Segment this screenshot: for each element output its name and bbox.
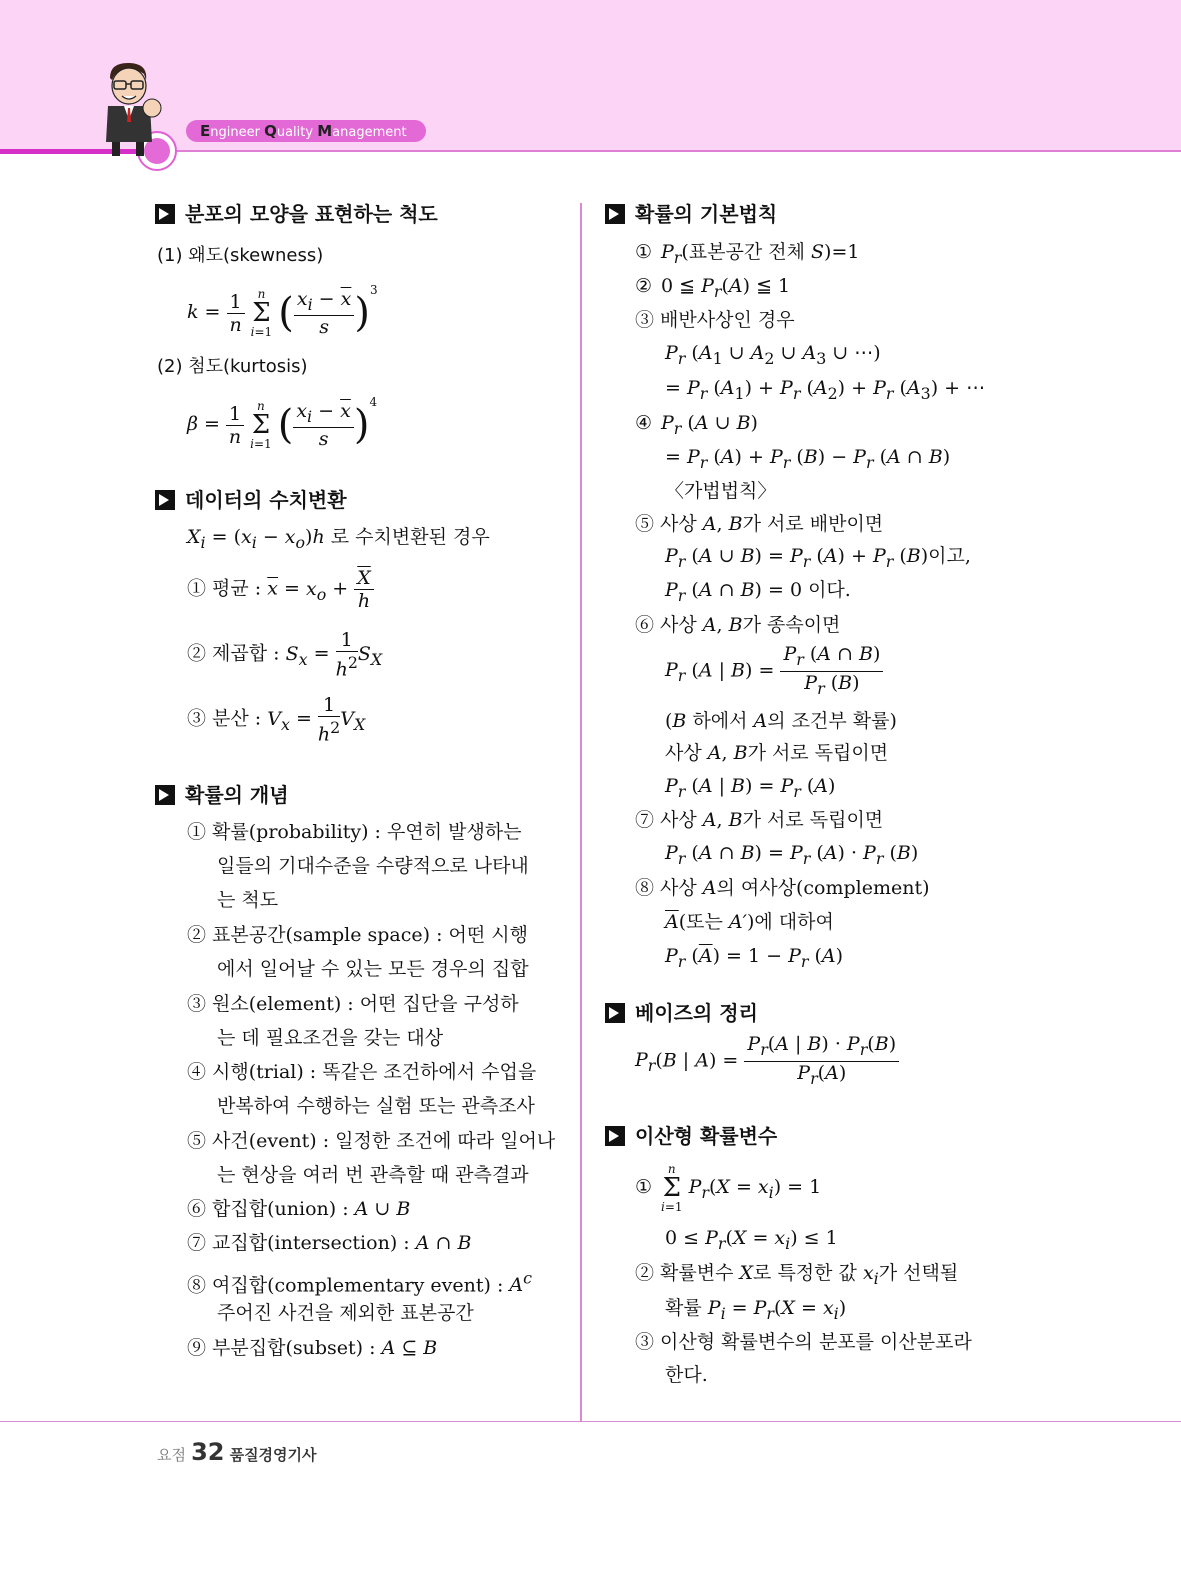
skewness-label: (1) 왜도(skewness) (157, 245, 324, 266)
concept-line: 주어진 사건을 제외한 표본공간 (217, 1302, 474, 1324)
law-1: ① $P_r$(표본공간 전체 S)=1 (635, 241, 860, 267)
arrow-box-icon (155, 204, 175, 224)
kurtosis-formula: β = $\frac{1}{n}$ n Σ i=1 ( $\frac{x_i - \overline{x}}{s}$ )$^4$ (187, 395, 378, 451)
concept-line: ④ 시행(trial) : 똑같은 조건하에서 수업을 (187, 1061, 537, 1083)
arrow-box-icon (605, 204, 625, 224)
arrow-box-icon (155, 785, 175, 805)
concept-line: 에서 일어날 수 있는 모든 경우의 집합 (217, 958, 529, 980)
law-additive: 〈가법법칙〉 (665, 480, 777, 502)
law-8-note: $\overline{A}$(또는 A′)에 대하여 (665, 911, 834, 933)
header-band (0, 0, 1181, 152)
bayes-formula: $P_r(B$ | A) = $\frac{P_r(A | B) \cdot P_r(B)}{P_r(A)}$ (635, 1033, 899, 1090)
section-heading-probability-laws: 확률의 기본법칙 (605, 201, 777, 227)
law-8: ⑧ 사상 A의 여사상(complement) (635, 877, 930, 899)
law-3: ③ 배반사상인 경우 (635, 309, 795, 331)
footer-divider (0, 1421, 1181, 1422)
discrete-1: ①n Σ i=1 $P_r(X = x_i) = 1$ (635, 1162, 822, 1214)
law-3-formula: = $P_r$ $(A_1) + P_r$ $(A_2) + P_r$ $(A_3)$ + ⋯ (665, 377, 986, 403)
transform-sum-squares: ② 제곱합 : $S_x$ = $\frac{1}{h^2}$ $S_X$ (187, 629, 383, 681)
concept-line: 는 현상을 여러 번 관측할 때 관측결과 (217, 1164, 529, 1186)
concept-line: 는 척도 (217, 889, 279, 911)
law-6-independent: 사상 A, B가 서로 독립이면 (665, 742, 889, 764)
book-title: 품질경영기사 (229, 1446, 317, 1464)
law-5: ⑤ 사상 A, B가 서로 배반이면 (635, 513, 884, 535)
arrow-box-icon (605, 1126, 625, 1146)
teacher-mascot-icon (96, 60, 166, 158)
discrete-1-bound: $0 \le P_r(X = x_i) \le 1$ (665, 1227, 838, 1253)
law-7: ⑦ 사상 A, B가 서로 독립이면 (635, 809, 884, 831)
concept-line: ⑤ 사건(event) : 일정한 조건에 따라 일어나 (187, 1130, 556, 1152)
section-heading-discrete-rv: 이산형 확률변수 (605, 1123, 777, 1149)
concept-line: ② 표본공간(sample space) : 어떤 시행 (187, 924, 528, 946)
concept-line: ③ 원소(element) : 어떤 집단을 구성하 (187, 993, 519, 1015)
section-heading-probability-concept: 확률의 개념 (155, 782, 289, 808)
discrete-2-formula: 확률 $P_i = P_r(X = x_i)$ (665, 1297, 847, 1323)
law-8-formula: $P_r$ $(\overline{A}) = 1 - P_r$ (A) (665, 945, 844, 971)
header-divider (0, 150, 1181, 152)
discrete-3-cont: 한다. (665, 1364, 708, 1386)
transform-variance: ③ 분산 : $V_x$ = $\frac{1}{h^2}$ $V_X$ (187, 694, 366, 746)
concept-line: 반복하여 수행하는 실험 또는 관측조사 (217, 1095, 535, 1117)
law-6-formula2: $P_r$ (A | $B) = P_r$ (A) (665, 775, 836, 801)
law-2: ② 0 ≦ $P_r(A)$ ≦ 1 (635, 275, 791, 301)
page-number: 32 (191, 1438, 225, 1466)
law-6-formula: $P_r$ (A | B) = $\frac{P_r (A \cap B)}{P_r (B)}$ (665, 643, 883, 700)
column-divider (580, 203, 582, 1421)
law-7-formula: $P_r$ (A ∩ $B) = P_r$ $(A) \cdot P_r$ (B) (665, 842, 919, 868)
section-heading-transform: 데이터의 수치변환 (155, 487, 347, 513)
arrow-box-icon (605, 1003, 625, 1023)
law-5-formula: $P_r$ (A ∪ $B) = P_r$ $(A) + P_r$ (B)이고, (665, 545, 971, 571)
concept-union: ⑥ 합집합(union) : A ∪ B (187, 1198, 411, 1220)
section-heading-shape: 분포의 모양을 표현하는 척도 (155, 201, 438, 227)
transform-intro: $X_i = (x_i - x_o)h$ 로 수치변환된 경우 (187, 526, 490, 552)
law-3-formula: $P_r$ ($A_1$ ∪ $A_2$ ∪ $A_3$ ∪ ⋯) (665, 342, 881, 368)
concept-line: 는 데 필요조건을 갖는 대상 (217, 1027, 444, 1049)
page-footer (157, 1438, 317, 1466)
law-5-formula: $P_r$ (A ∩ B) = 0 이다. (665, 579, 851, 605)
skewness-formula: k = $\frac{1}{n}$ n Σ i=1 ( $\frac{x_i - \overline{x}}{s}$ )$^3$ (187, 283, 378, 339)
footer-label: 요점 (157, 1446, 186, 1464)
transform-mean: ① 평균 : $\overline{x} = x_o$ + $\frac{\overline{X}}{h}$ (187, 567, 374, 612)
kurtosis-label: (2) 첨도(kurtosis) (157, 356, 308, 377)
law-6-note: (B 하에서 A의 조건부 확률) (665, 710, 897, 732)
discrete-2: ② 확률변수 X로 특정한 값 $x_i$가 선택될 (635, 1262, 959, 1288)
discrete-3: ③ 이산형 확률변수의 분포를 이산분포라 (635, 1331, 972, 1353)
concept-subset: ⑨ 부분집합(subset) : A ⊆ B (187, 1337, 438, 1359)
concept-intersection: ⑦ 교집합(intersection) : A ∩ B (187, 1232, 472, 1254)
book-series-tag: Engineer Quality Management (186, 120, 426, 142)
law-6: ⑥ 사상 A, B가 종속이면 (635, 614, 841, 636)
law-4-formula: = $P_r$ $(A) + P_r$ $(B) - P_r$ (A ∩ B) (665, 446, 951, 472)
concept-line: ① 확률(probability) : 우연히 발생하는 (187, 821, 522, 843)
arrow-box-icon (155, 490, 175, 510)
law-4: ④ $P_r$ (A ∪ B) (635, 412, 758, 438)
section-heading-bayes: 베이즈의 정리 (605, 1000, 758, 1026)
concept-line: 일들의 기대수준을 수량적으로 나타내 (217, 855, 529, 877)
concept-complement: ⑧ 여집합(complementary event) : $A^c$ (187, 1269, 533, 1297)
